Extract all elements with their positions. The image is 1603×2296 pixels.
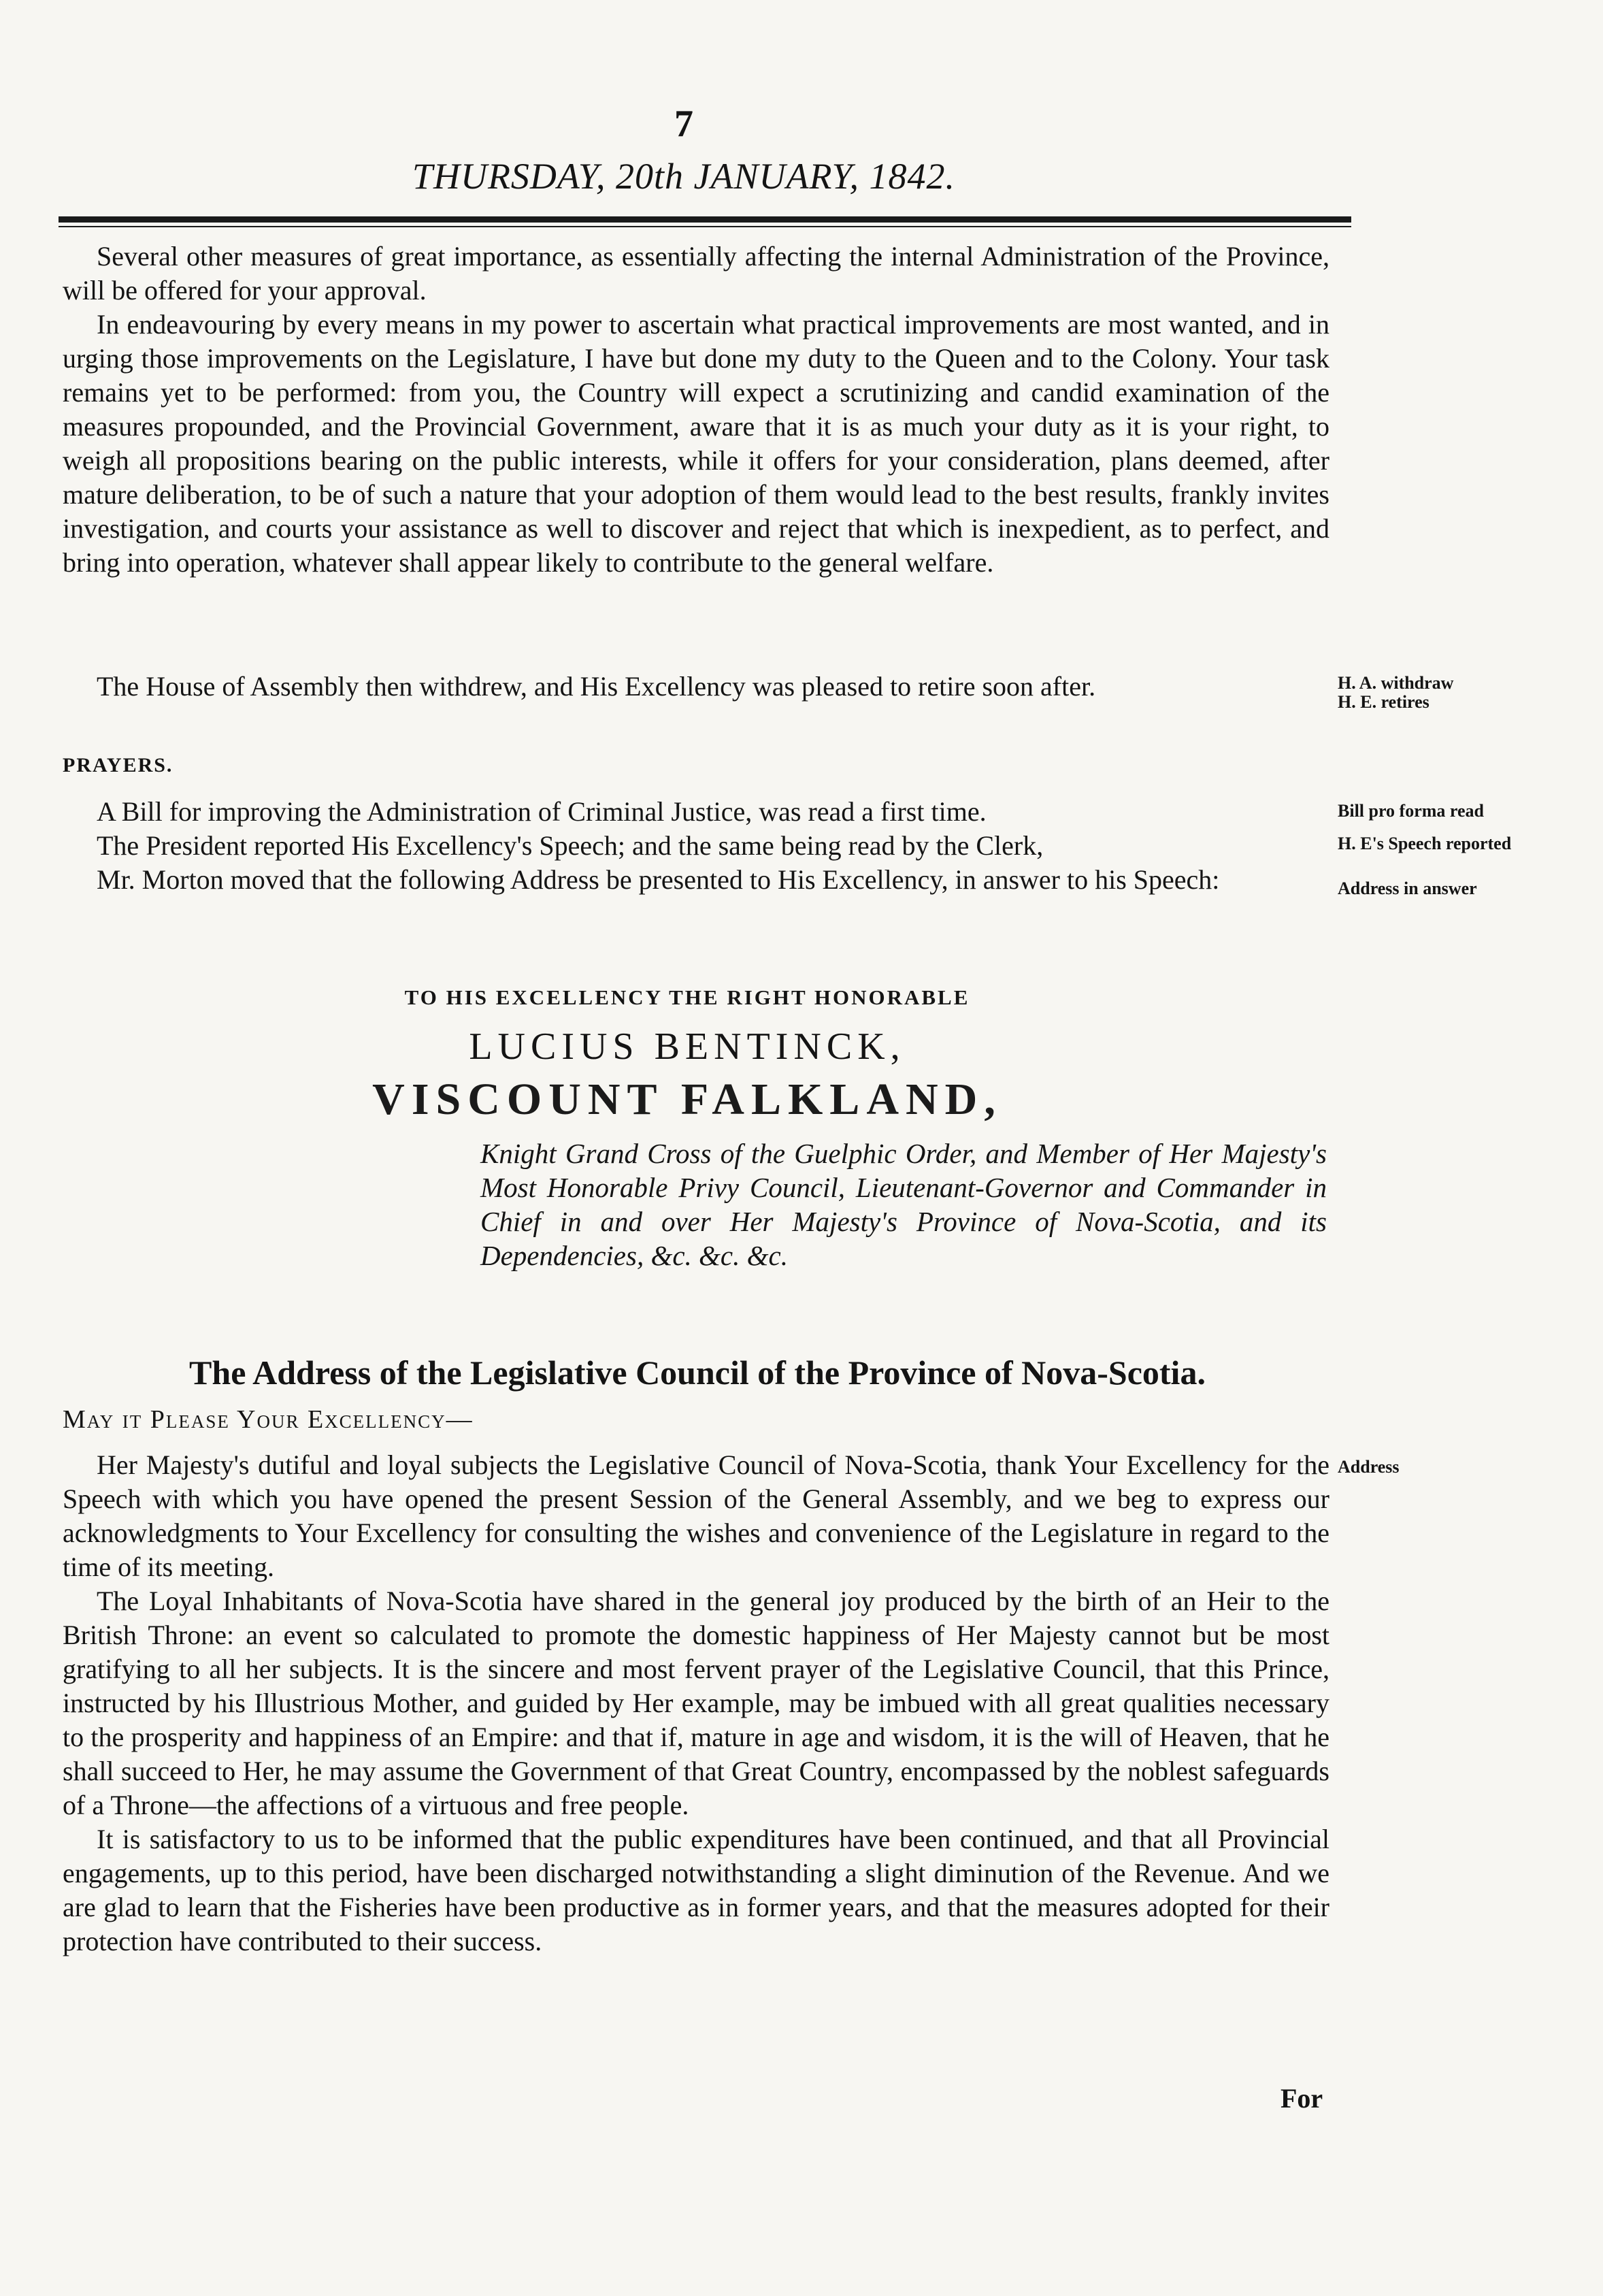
paragraph: It is satisfactory to us to be informed that the public expenditures have been continued, and that all Provincial engagements, up to this period, have been discharged notwithstanding a slight diminution of the Revenue. And we are glad to learn that the Fisheries have been productive as in former years, and that the measures adopted for their protection have contributed to their success. bbox=[63, 1824, 1329, 1956]
margin-note-address: Address bbox=[1338, 1457, 1400, 1477]
addressee-description: Knight Grand Cross of the Guelphic Order, and Member of Her Majesty's Most Honorable Privy Council, Lieutenant-Governor and Commander in Chief in and over Her Majesty's Province of Nova-Scotia, and its Dependencies, &c. &c. &c. bbox=[480, 1138, 1327, 1271]
addressee-name: LUCIUS BENTINCK, bbox=[469, 1026, 906, 1068]
running-head: THURSDAY, 20th JANUARY, 1842. bbox=[412, 156, 956, 197]
margin-note-withdraw: H. A. withdraw bbox=[1338, 673, 1454, 693]
address-body bbox=[63, 1448, 1329, 1958]
intro-section bbox=[63, 240, 1329, 580]
page-number: 7 bbox=[674, 103, 693, 145]
paragraph: A Bill for improving the Administration of Criminal Justice, was read a first time. bbox=[97, 796, 987, 827]
paragraph: The President reported His Excellency's Speech; and the same being read by the Clerk, bbox=[97, 830, 1044, 861]
paragraph: The Loyal Inhabitants of Nova-Scotia have shared in the general joy produced by the birth of an Heir to the British Throne: an event so calculated to promote the domestic happiness of Her Majesty cannot but be most gratifying to all her subjects. It is the sincere and most fervent prayer of the Legislative Council, that this Prince, instructed by his Illustrious Mother, and guided by Her example, may be imbued with all great qualities necessary to the prosperity and happiness of an Empire: and that if, mature in age and wisdom, it is the will of Heaven, that he shall succeed to Her, he may assume the Government of that Great Country, encompassed by the noblest safeguards of a Throne—the affections of a virtuous and free people. bbox=[63, 1586, 1329, 1820]
margin-note-retires: H. E. retires bbox=[1338, 692, 1430, 712]
paragraph: The House of Assembly then withdrew, and His Excellency was pleased to retire soon after. bbox=[97, 671, 1096, 702]
margin-note-bill: Bill pro forma read bbox=[1338, 801, 1484, 821]
addressee-title: VISCOUNT FALKLAND, bbox=[372, 1075, 1002, 1124]
header-rule bbox=[59, 216, 1351, 223]
withdraw-section bbox=[63, 670, 1329, 704]
header-rule-thin bbox=[59, 226, 1351, 227]
catchword: For bbox=[1280, 2083, 1323, 2114]
paragraph: In endeavouring by every means in my power to ascertain what practical improvements are most wanted, and in urging those improvements on the Legislature, I have but done my duty to the Queen and to the Colony. Your task remains yet to be performed: from you, the Country will expect a scrutinizing and candid examination of the measures propounded, and the Provincial Government, aware that it is as much your duty as it is your right, to weigh all propositions bearing on the public interests, while it offers for your consideration, plans deemed, after mature deliberation, to be of such a nature that your adoption of them would lead to the best results, frankly invites investigation, and courts your assistance as well to discover and reject that which is inexpedient, as to perfect, and bring into operation, whatever shall appear likely to contribute to the general welfare. bbox=[63, 309, 1329, 578]
paragraph: Her Majesty's dutiful and loyal subjects the Legislative Council of Nova-Scotia, thank Your Excellency for the Speech with which you have opened the present Session of the General Assembly, and we beg to express our acknowledgments to Your Excellency for consulting the wishes and convenience of the Legislature in regard to the time of its meeting. bbox=[63, 1449, 1329, 1582]
margin-note-speech-reported: H. E's Speech reported bbox=[1338, 834, 1512, 853]
paragraph: Several other measures of great importance, as essentially affecting the internal Administration of the Province, will be offered for your approval. bbox=[63, 241, 1329, 306]
address-to-line: TO HIS EXCELLENCY THE RIGHT HONORABLE bbox=[404, 985, 970, 1009]
proceedings-section bbox=[63, 795, 1329, 897]
address-heading: The Address of the Legislative Council of the Province of Nova-Scotia. bbox=[189, 1354, 1206, 1392]
margin-note-address-answer: Address in answer bbox=[1338, 879, 1477, 898]
paragraph: Mr. Morton moved that the following Address be presented to His Excellency, in answer to his Speech: bbox=[97, 864, 1220, 895]
salutation: May it Please Your Excellency— bbox=[63, 1405, 474, 1434]
prayers-heading: PRAYERS. bbox=[63, 754, 173, 776]
